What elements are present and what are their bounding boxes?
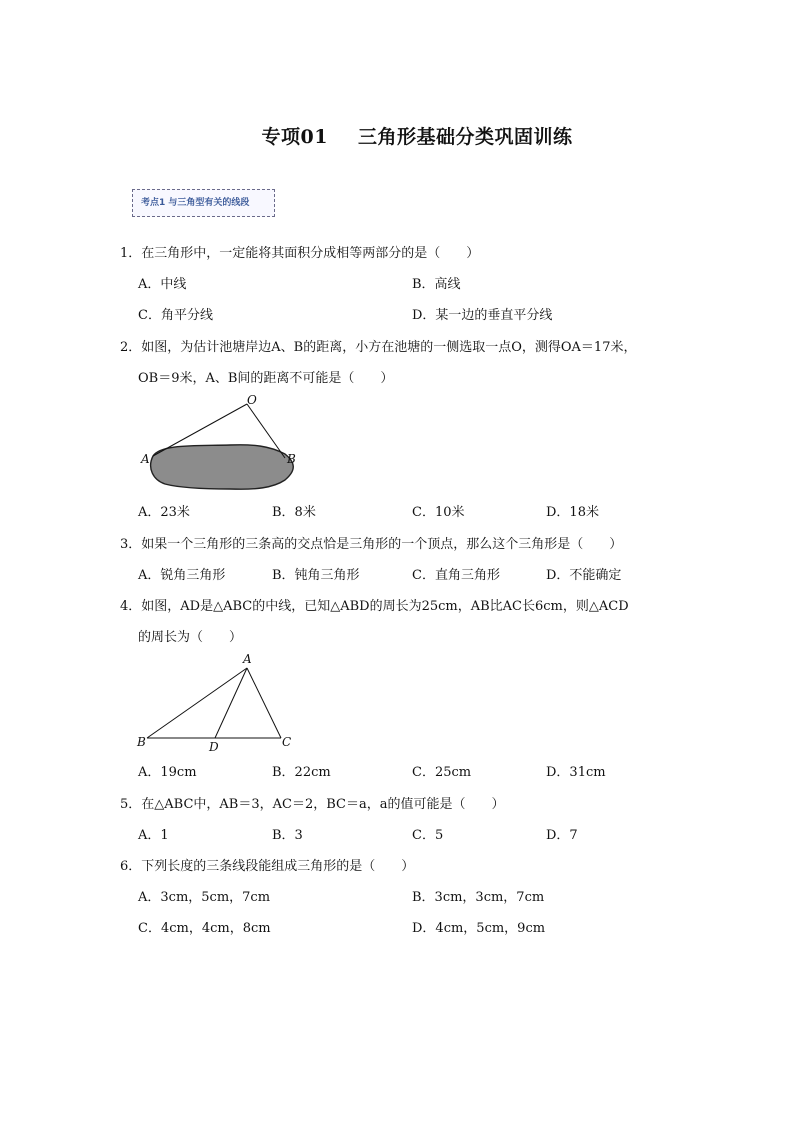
question-stem: 如果一个三角形的三条高的交点恰是三角形的一个顶点，那么这个三角形是（ ） (141, 537, 623, 552)
question-stem-line-1: 如图，AD是△ABC的中线，已知△ABD的周长为25cm，AB比AC长6cm，则△ACD (141, 599, 629, 614)
title-code: 专项01 (261, 126, 328, 148)
question-number: 6． (120, 859, 142, 874)
option-b: B．钝角三角形 (272, 568, 360, 583)
question-2 (120, 336, 636, 355)
segment-ad (215, 668, 247, 738)
option-a: A．中线 (138, 277, 187, 292)
question-stem: 在三角形中，一定能将其面积分成相等两部分的是（ ） (141, 246, 480, 261)
option-a: A．1 (138, 828, 169, 843)
label-d: D (209, 740, 219, 754)
question-1 (120, 242, 479, 261)
question-number: 4． (120, 599, 142, 614)
question-4 (120, 595, 629, 614)
option-d: D．7 (546, 828, 578, 843)
option-a: A．23米 (138, 505, 190, 520)
option-a: A．19cm (138, 765, 197, 780)
option-b: B．3cm，3cm，7cm (412, 890, 545, 905)
title-text: 三角形基础分类巩固训练 (357, 126, 573, 148)
option-d: D．18米 (546, 505, 599, 520)
option-c: C．角平分线 (138, 308, 213, 323)
option-d: D．某一边的垂直平分线 (412, 308, 553, 323)
pond-figure (135, 388, 310, 498)
option-c: C．25cm (412, 765, 472, 780)
question-stem-line-1: 如图，为估计池塘岸边A、B的距离，小方在池塘的一侧选取一点O，测得OA＝17米， (141, 340, 637, 355)
option-a: A．3cm，5cm，7cm (138, 890, 271, 905)
question-number: 1． (120, 246, 142, 261)
question-number: 3． (120, 537, 142, 552)
question-number: 2． (120, 340, 142, 355)
pond-shape (151, 445, 294, 489)
option-c: C．直角三角形 (412, 568, 500, 583)
option-b: B．3 (272, 828, 303, 843)
question-stem-line-2: 的周长为（ ） (138, 630, 243, 645)
segment-ac (247, 668, 281, 738)
option-c: C．10米 (412, 505, 465, 520)
option-b: B．8米 (272, 505, 316, 520)
question-5 (120, 793, 504, 812)
label-a: A (141, 452, 150, 466)
question-stem: 下列长度的三条线段能组成三角形的是（ ） (141, 859, 415, 874)
triangle-figure (135, 648, 300, 756)
label-b: B (287, 452, 296, 466)
option-c: C．5 (412, 828, 444, 843)
question-stem: 在△ABC中，AB＝3，AC＝2，BC＝a，a的值可能是（ ） (141, 797, 505, 812)
question-stem-line-2: OB＝9米，A、B间的距离不可能是（ ） (138, 371, 394, 386)
label-o: O (247, 393, 257, 407)
label-b: B (137, 735, 146, 749)
page-title (0, 122, 794, 149)
segment-ba (147, 668, 247, 738)
question-3 (120, 533, 622, 552)
question-number: 5． (120, 797, 142, 812)
option-d: D．4cm，5cm，9cm (412, 921, 546, 936)
label-c: C (282, 735, 292, 749)
question-6 (120, 855, 414, 874)
option-b: B．高线 (412, 277, 461, 292)
option-b: B．22cm (272, 765, 331, 780)
option-d: D．不能确定 (546, 568, 622, 583)
option-a: A．锐角三角形 (138, 568, 226, 583)
label-a: A (243, 652, 252, 666)
section-tag: 考点1 与三角型有关的线段 (132, 189, 275, 217)
option-d: D．31cm (546, 765, 606, 780)
option-c: C．4cm，4cm，8cm (138, 921, 271, 936)
